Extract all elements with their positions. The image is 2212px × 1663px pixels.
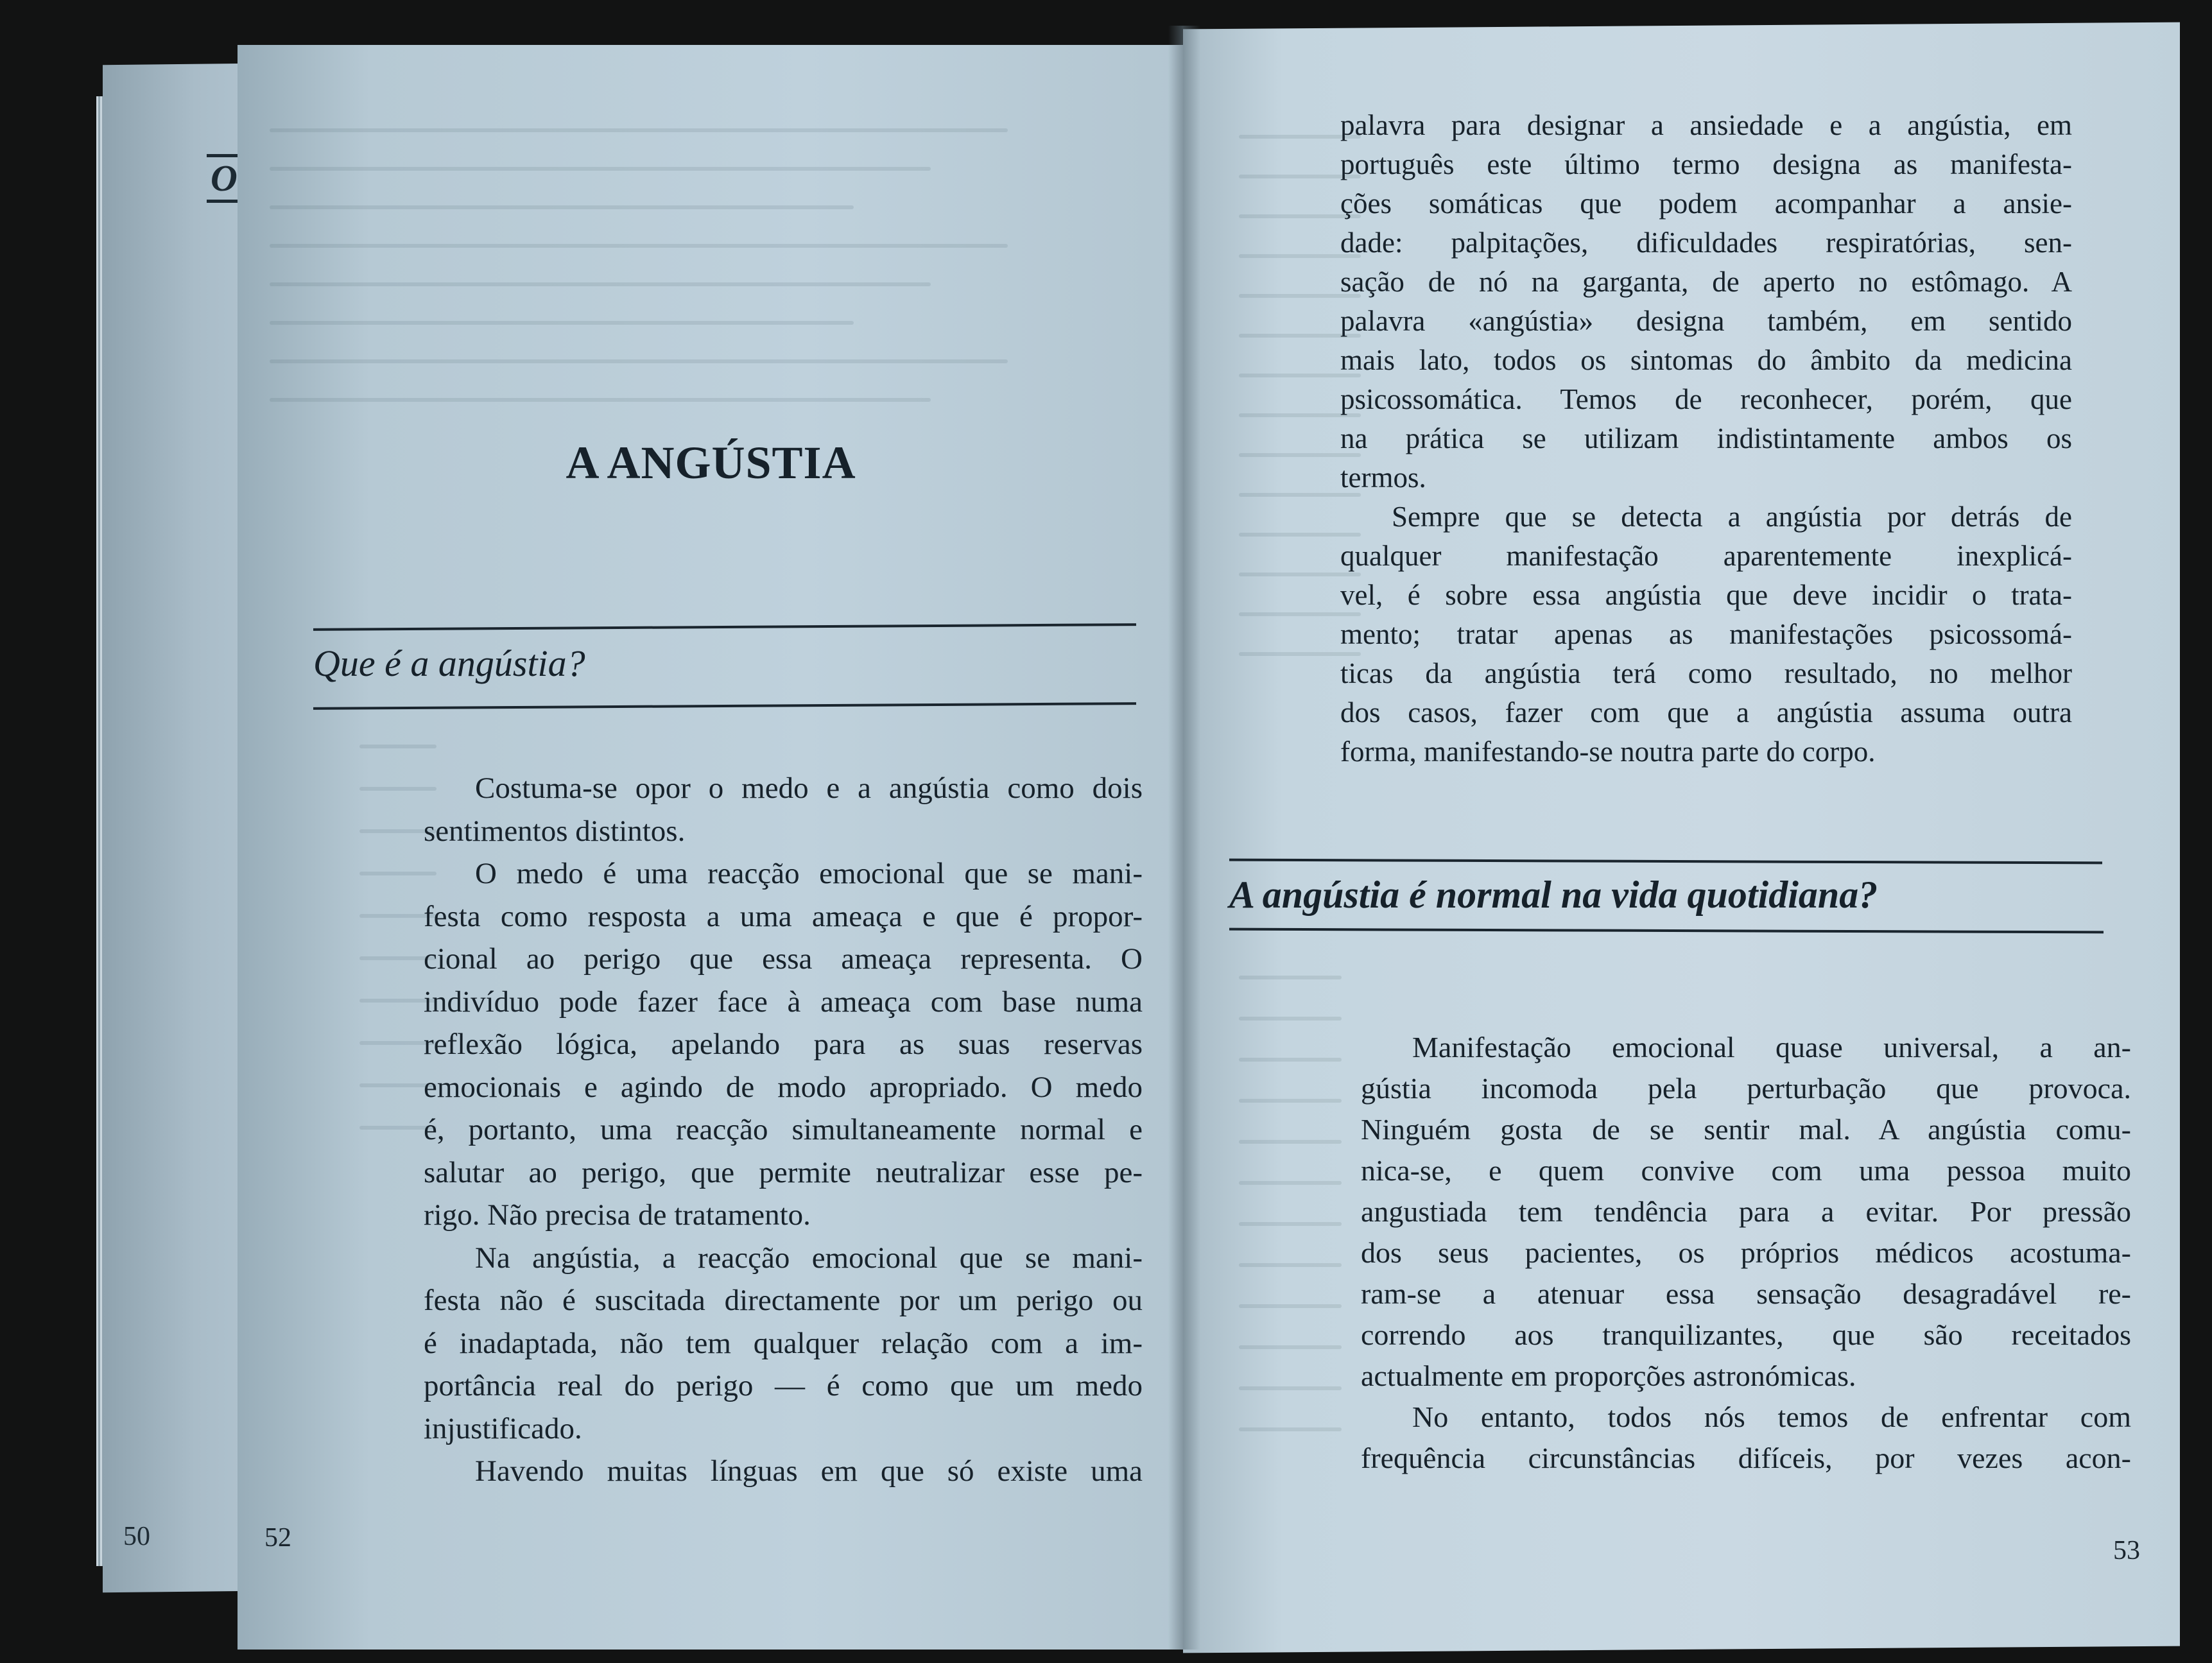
text-line: injustificado.	[424, 1411, 582, 1445]
text-line: ticas da angústia terá como resultado, no melhor	[1340, 657, 2072, 689]
page-number: 53	[2113, 1536, 2140, 1565]
text-line: Costuma-se opor o medo e a angústia como dois	[475, 771, 1143, 805]
text-line: dos seus pacientes, os próprios médicos acostuma-	[1361, 1236, 2131, 1269]
show-through-line	[1239, 1099, 1342, 1103]
text-line: Manifestação emocional quase universal, a an-	[1412, 1031, 2131, 1064]
chapter-title: A ANGÚSTIA	[566, 437, 856, 488]
text-line: vel, é sobre essa angústia que deve incidir o trata-	[1340, 579, 2072, 611]
text-line: festa não é suscitada directamente por um perigo ou	[424, 1284, 1143, 1317]
text-line: reflexão lógica, apelando para as suas reservas	[424, 1028, 1143, 1061]
show-through-line	[270, 398, 931, 402]
text-line: cional ao perigo que essa ameaça representa. O	[424, 942, 1143, 976]
text-line: No entanto, todos nós temos de enfrentar com	[1412, 1400, 2131, 1433]
text-line: correndo aos tranquilizantes, que são receitados	[1361, 1318, 2131, 1351]
show-through-line	[1239, 1017, 1342, 1021]
text-line: salutar ao perigo, que permite neutralizar esse pe-	[424, 1155, 1143, 1189]
underlying-page	[103, 64, 257, 1593]
text-line: portância real do perigo — é como que um medo	[424, 1369, 1143, 1402]
underlying-page-letter: O	[207, 154, 241, 203]
show-through-line	[270, 359, 1008, 363]
show-through-line	[270, 205, 854, 209]
show-through-line	[1239, 1222, 1342, 1226]
show-through-line	[270, 321, 854, 325]
text-line: nica-se, e quem convive com uma pessoa muito	[1361, 1154, 2131, 1187]
show-through-line	[359, 745, 436, 748]
text-line: frequência circunstâncias difíceis, por vezes acon-	[1361, 1442, 2131, 1474]
show-through-line	[1239, 1181, 1342, 1185]
text-line: ram-se a atenuar essa sensação desagradável re-	[1361, 1277, 2131, 1310]
text-line: ções somáticas que podem acompanhar a ansie-	[1340, 187, 2072, 220]
text-line: angustiada tem tendência para a evitar. Por pressão	[1361, 1195, 2131, 1228]
book-gutter	[1168, 26, 1200, 1650]
text-line: é inadaptada, não tem qualquer relação com a im-	[424, 1326, 1143, 1360]
text-line: mento; tratar apenas as manifestações psicossomá-	[1340, 618, 2072, 650]
show-through-line	[1239, 1304, 1342, 1308]
text-line: na prática se utilizam indistintamente ambos os	[1340, 422, 2072, 454]
show-through-line	[1239, 1058, 1342, 1062]
left-body-text	[424, 767, 1143, 1493]
text-line: dade: palpitações, dificuldades respiratórias, sen-	[1340, 227, 2072, 259]
section-heading: Que é a angústia?	[313, 642, 585, 684]
show-through-line	[270, 167, 931, 171]
text-line: festa como resposta a uma ameaça e que é propor-	[424, 899, 1143, 933]
text-line: palavra «angústia» designa também, em sentido	[1340, 305, 2072, 337]
text-line: sação de nó na garganta, de aperto no estômago. A	[1340, 266, 2072, 298]
text-line: O medo é uma reacção emocional que se mani-	[475, 857, 1143, 890]
page-number: 52	[264, 1523, 291, 1553]
text-line: rigo. Não precisa de tratamento.	[424, 1198, 811, 1232]
show-through-line	[1239, 1386, 1342, 1390]
text-line: gústia incomoda pela perturbação que provoca.	[1361, 1072, 2131, 1105]
show-through-line	[1239, 1140, 1342, 1144]
text-line: indivíduo pode fazer face à ameaça com base numa	[424, 985, 1143, 1019]
show-through-line	[1239, 1427, 1342, 1431]
text-line: termos.	[1340, 461, 1426, 494]
text-line: é, portanto, uma reacção simultaneamente normal e	[424, 1113, 1143, 1146]
show-through-line	[270, 128, 1008, 132]
show-through-line	[1239, 1345, 1342, 1349]
text-line: forma, manifestando-se noutra parte do corpo.	[1340, 736, 1876, 768]
show-through-line	[270, 282, 931, 286]
text-line: português este último termo designa as manifesta-	[1340, 148, 2072, 180]
section-heading: A angústia é normal na vida quotidiana?	[1229, 874, 1878, 916]
show-through-line	[1239, 1263, 1342, 1267]
text-line: qualquer manifestação aparentemente inexplicá-	[1340, 540, 2072, 572]
text-line: Ninguém gosta de se sentir mal. A angústia comu-	[1361, 1113, 2131, 1146]
text-line: psicossomática. Temos de reconhecer, porém, que	[1340, 383, 2072, 415]
text-line: dos casos, fazer com que a angústia assuma outra	[1340, 696, 2072, 728]
text-line: sentimentos distintos.	[424, 814, 686, 848]
text-line: mais lato, todos os sintomas do âmbito da medicina	[1340, 344, 2072, 376]
text-line: palavra para designar a ansiedade e a angústia, em	[1340, 109, 2072, 141]
text-line: actualmente em proporções astronómicas.	[1361, 1359, 1856, 1392]
right-body-text-top	[1340, 106, 2072, 771]
text-line: Sempre que se detecta a angústia por detrás de	[1392, 501, 2072, 533]
right-body-text-bottom	[1361, 1027, 2131, 1479]
show-through-line	[1239, 976, 1342, 979]
text-line: emocionais e agindo de modo apropriado. O medo	[424, 1070, 1143, 1104]
text-line: Na angústia, a reacção emocional que se mani-	[475, 1241, 1143, 1275]
show-through-line	[270, 244, 1008, 248]
underlying-page-number: 50	[123, 1522, 150, 1551]
text-line: Havendo muitas línguas em que só existe uma	[475, 1454, 1143, 1488]
